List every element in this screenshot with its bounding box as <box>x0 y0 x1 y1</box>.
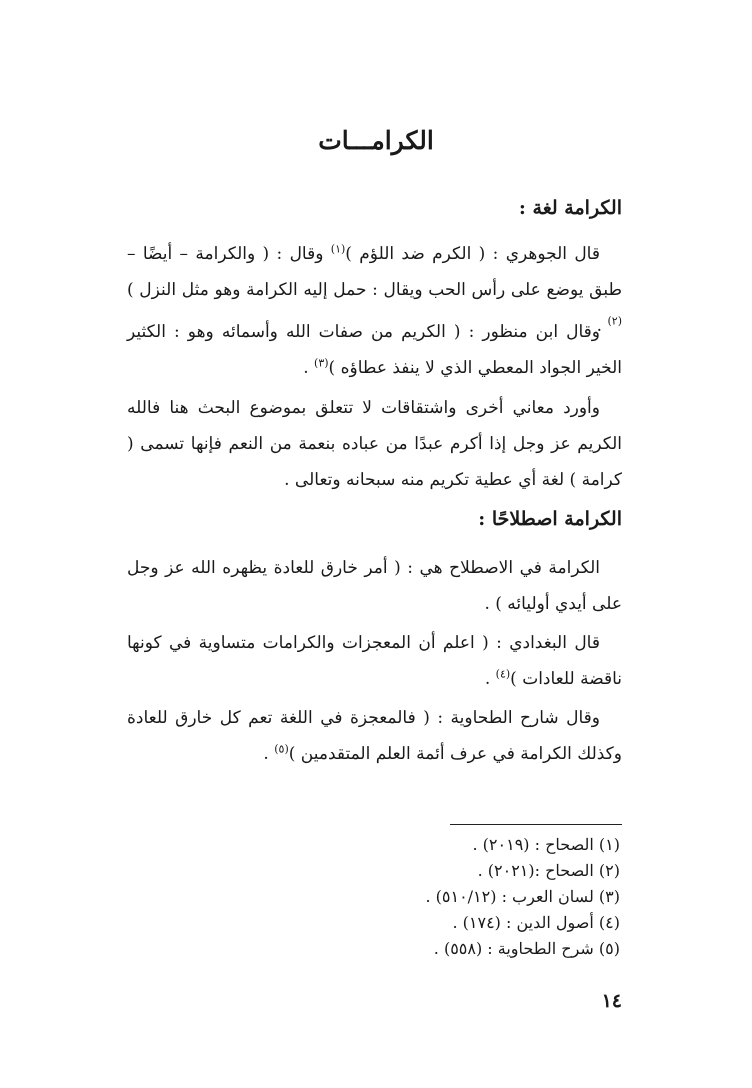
paragraph-baghdadi <box>127 625 622 697</box>
paragraph-text: الكرامة في الاصطلاح هي : ( أمر خارق للعادة يظهره الله عز وجل على أيدي أوليائه ) . <box>127 558 622 614</box>
footnotes-list <box>320 832 620 962</box>
paragraph-ibn-manzur <box>127 314 622 386</box>
section-heading-linguistic: الكرامة لغة : <box>518 197 622 219</box>
footnote-item: (٢) الصحاح :(٢٠٢١) . <box>477 861 620 880</box>
paragraph-text: قال الجوهري : ( الكرم ضد اللؤم )$^{(١)}$ وقال : ( والكرامة – أيضًا – طبق يوضع على رأس الحب ويقال : حمل إليه الكرامة وهو مثل النزل )$^{(٢)}$ . <box>127 242 622 336</box>
paragraph-text: وقال شارح الطحاوية : ( فالمعجزة في اللغة تعم كل خارق للعادة وكذلك الكرامة في عرف أئمة العلم المتقدمين )$^{(٥)}$ . <box>127 708 622 764</box>
paragraph-definition <box>127 550 622 622</box>
footnote-ref: (١) <box>330 242 346 256</box>
footnote-ref: (٤) <box>495 667 511 681</box>
page-number: ١٤ <box>601 990 622 1012</box>
paragraph-text: قال البغدادي : ( اعلم أن المعجزات والكرامات متساوية في كونها ناقضة للعادات )$^{(٤)}$ . <box>127 633 622 689</box>
footnote-ref: (٣) <box>314 356 329 370</box>
footnote-divider <box>450 824 622 825</box>
paragraph-tahawiyya <box>127 700 622 772</box>
footnote-item: (٤) أصول الدين : (١٧٤) . <box>452 913 620 932</box>
paragraph-text: وأورد معاني أخرى واشتقاقات لا تتعلق بموضوع البحث هنا فالله الكريم عز وجل إذا أكرم عبدًا من عباده بنعمة من النعم فإنها تسمى ( كرامة ) لغة أي عطية تكريم منه سبحانه وتعالى . <box>127 398 622 490</box>
footnote-ref: (٥) <box>274 742 289 756</box>
paragraph-other-meanings <box>127 390 622 498</box>
footnote-item: (٣) لسان العرب : (٥١٠/١٢) . <box>425 887 620 906</box>
paragraph-text: وقال ابن منظور : ( الكريم من صفات الله وأسمائه وهو : الكثير الخير الجواد المعطي الذي لا ينفذ عطاؤه )$^{(٣)}$ . <box>127 322 622 378</box>
footnote-ref: (٢) <box>607 314 622 328</box>
page-title: الكرامـــات <box>318 126 434 155</box>
section-heading-terminological: الكرامة اصطلاحًا : <box>478 508 622 530</box>
footnote-item: (٥) شرح الطحاوية : (٥٥٨) . <box>433 939 620 958</box>
footnote-item: (١) الصحاح : (٢٠١٩) . <box>472 835 620 854</box>
